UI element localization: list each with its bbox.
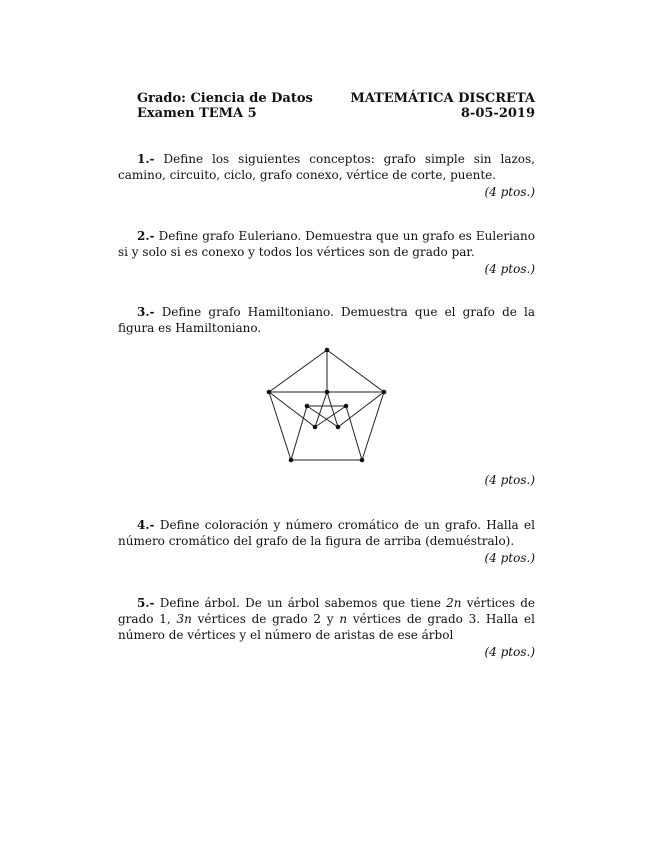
degree-label: Grado: Ciencia de Datos (137, 91, 313, 106)
question-2-text (118, 228, 535, 260)
graph-vertex (325, 390, 330, 395)
question-5 (118, 595, 535, 660)
header-left (137, 91, 313, 121)
graph-vertex (360, 458, 365, 463)
graph-edge (269, 350, 327, 392)
question-5-body-d: vértices de grado 3. Halla el número de vértices y el número de aristas de ese árbol (118, 612, 535, 642)
question-4-body: Define coloración y número cromático de un grafo. Halla el número cromático del grafo de la figura de arriba (demuéstralo). (118, 518, 535, 548)
graph-edge (327, 350, 384, 392)
math-n: n (339, 612, 348, 626)
question-3-points: (4 ptos.) (484, 473, 535, 487)
question-5-number: 5.- (137, 596, 155, 610)
graph-edge (327, 392, 338, 427)
graph-vertex (313, 425, 318, 430)
question-3-text (118, 304, 535, 336)
subject-title: MATEMÁTICA DISCRETA (350, 91, 535, 106)
question-1-points: (4 ptos.) (484, 185, 535, 199)
exam-date: 8-05-2019 (460, 106, 535, 121)
graph-edge (269, 392, 315, 427)
header-right (350, 91, 535, 121)
graph-edge (291, 406, 307, 460)
graph-vertex (267, 390, 272, 395)
question-2-body: Define grafo Euleriano. Demuestra que un grafo es Euleriano si y solo si es conexo y todos los vértices son de grado par. (118, 229, 535, 259)
question-3 (118, 304, 535, 336)
question-4-text (118, 517, 535, 549)
question-1 (118, 151, 535, 200)
question-1-text (118, 151, 535, 183)
graph-edges (269, 350, 384, 460)
question-5-points: (4 ptos.) (484, 645, 535, 659)
graph-edge (338, 392, 384, 427)
math-2n: 2n (446, 596, 462, 610)
graph-vertex (382, 390, 387, 395)
graph-edge (346, 406, 362, 460)
question-4-points: (4 ptos.) (484, 551, 535, 565)
question-3-number: 3.- (137, 305, 155, 319)
graph-vertex (336, 425, 341, 430)
question-2-points: (4 ptos.) (484, 262, 535, 276)
exam-label: Examen TEMA 5 (137, 106, 257, 121)
question-5-text (118, 595, 535, 643)
question-2-number: 2.- (137, 229, 155, 243)
question-5-body-a: Define árbol. De un árbol sabemos que tiene (159, 596, 447, 610)
question-5-body-c: vértices de grado 2 y (191, 612, 340, 626)
graph-vertex (344, 404, 349, 409)
graph-vertex (289, 458, 294, 463)
math-3n: 3n (176, 612, 192, 626)
question-1-body: Define los siguientes conceptos: grafo simple sin lazos, camino, circuito, ciclo, grafo conexo, vértice de corte, puente. (118, 152, 535, 182)
graph-edge (269, 392, 291, 460)
question-4 (118, 517, 535, 566)
petersen-graph-figure (257, 340, 397, 470)
graph-edge (362, 392, 384, 460)
graph-edge (315, 392, 327, 427)
graph-vertex (305, 404, 310, 409)
question-1-number: 1.- (137, 152, 155, 166)
question-5-body-b: vértices de grado 1, (118, 596, 536, 626)
question-4-number: 4.- (137, 518, 155, 532)
question-2 (118, 228, 535, 277)
question-3-body: Define grafo Hamiltoniano. Demuestra que el grafo de la figura es Hamiltoniano. (118, 305, 535, 335)
graph-vertex (325, 348, 330, 353)
